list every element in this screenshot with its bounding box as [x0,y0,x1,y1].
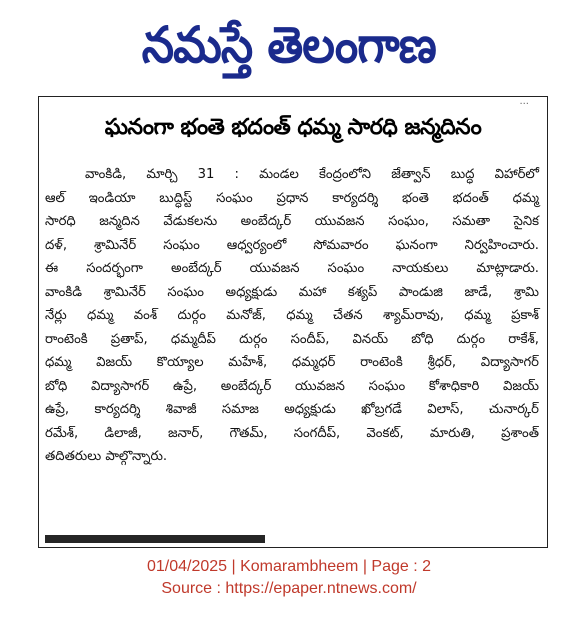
body-line: ధమ్మ విజయ్ కొయ్యాల మహేశ్, ధమ్మధర్ రాంటెంకి శ్రీధర్, విద్యాసాగర్ [45,355,539,370]
news-clipping [38,96,548,548]
body-line: వాంకిడి, మార్చి 31 : మండల కేంద్రంలోని జేత్వాన్ బుద్ధ విహార్‌లో [85,167,539,182]
body-line: నేర్లు ధమ్మ వంశ్ దుర్గం మనోజ్, ధమ్మ చేతన శ్యామ్‌రావు, ధమ్మ ప్రకాశ్ [45,308,539,323]
masthead [0,0,578,90]
next-article-headline-fragment [45,529,265,547]
body-line: వాంకిడి శ్రామినేర్ సంఘం అధ్యక్షుడు మహా కశ్యప్ పాండుజి జాడే, శ్రామి [45,284,539,300]
body-line: రాంటెంకి ప్రతాప్, ధమ్మదీప్ దుర్గం సందీప్, వినయ్ బోధి దుర్గం రాకేశ్, [45,331,539,347]
body-line: రమేశ్, డిలాజీ, జనార్, గౌతమ్, సంగదీప్, వెంకట్, మారుతి, ప్రశాంత్ [45,425,539,441]
body-line: దళ్, శ్రామినేర్ సంఘం ఆధ్వర్యంలో సోమవారం ఘనంగా నిర్వహించారు. [45,237,539,253]
body-line: ఆల్ ఇండియా బుద్ధిస్ట్ సంఘం ప్రధాన కార్యదర్శి భంతె భదంత్ ధమ్మ [45,190,539,206]
body-line: తదితరులు పాల్గొన్నారు. [45,449,168,464]
body-line: ఉప్రే, కార్యదర్శి శివాజీ సమాజ అధ్యక్షుడు ఖోబ్రగడే విలాస్, చునార్కర్ [45,402,539,417]
body-line: బోధి విద్యాసాగర్ ఉప్రే, అంబేద్కర్ యువజన సంఘం కోశాధికారి విజయ్ [45,378,539,394]
source-footer [0,556,578,600]
previous-article-fragment: ... [519,97,529,107]
date-edition-page: 01/04/2025 | Komarambheem | Page : 2 [146,558,432,575]
article-body [45,163,539,469]
article-headline: ఘనంగా భంతె భదంత్ ధమ్మ సారధి జన్మదినం [104,115,482,140]
body-line: సారధి జన్మదిన వేడుకలను అంబేద్కర్ యువజన సంఘం, సమతా సైనిక [45,214,539,229]
source-url: Source : https://epaper.ntnews.com/ [161,580,417,597]
body-line: ఈ సందర్భంగా అంబేద్కర్ యువజన సంఘం నాయకులు మాట్లాడారు. [45,261,539,276]
newspaper-logo: నమస్తే తెలంగాణ [142,16,436,74]
